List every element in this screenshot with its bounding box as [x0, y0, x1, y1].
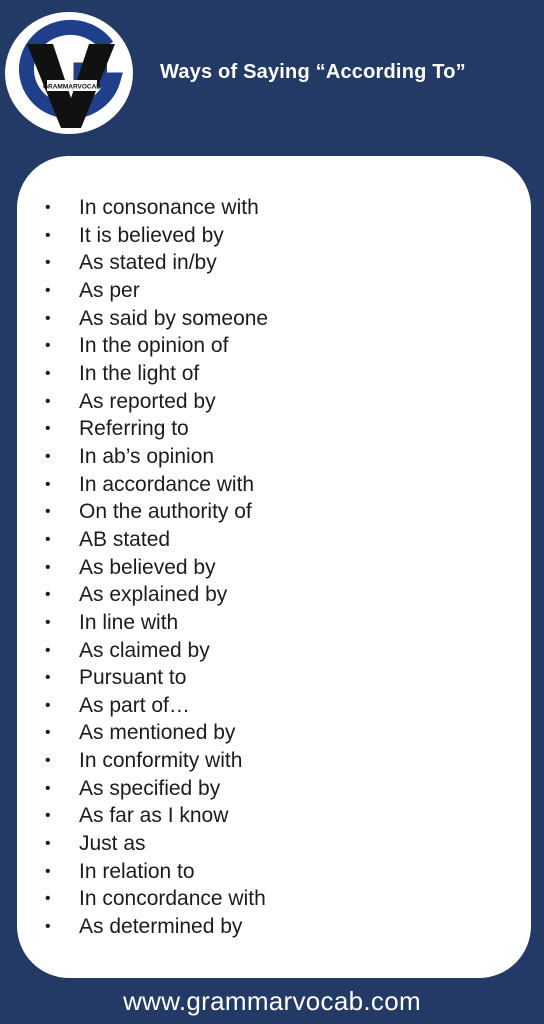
phrase-text: On the authority of: [79, 500, 252, 524]
bullet-icon: •: [45, 890, 51, 908]
phrase-text: As far as I know: [79, 804, 229, 828]
list-item: [45, 388, 268, 416]
bullet-icon: •: [45, 281, 51, 299]
bullet-icon: •: [45, 337, 51, 355]
list-item: [45, 637, 268, 665]
phrase-text: In consonance with: [79, 196, 259, 219]
phrase-text: In line with: [79, 610, 179, 634]
list-item: [45, 885, 268, 913]
bullet-icon: •: [45, 364, 51, 382]
bullet-icon: •: [45, 447, 51, 465]
list-item: [45, 443, 268, 471]
list-item: [45, 913, 268, 941]
list-item: [45, 747, 268, 775]
list-item: [45, 830, 268, 858]
bullet-icon: •: [45, 420, 51, 438]
list-item: [45, 692, 268, 720]
phrase-text: In the opinion of: [79, 334, 229, 358]
phrase-text: AB stated: [79, 527, 171, 551]
phrase-list: [45, 194, 268, 941]
bullet-icon: •: [45, 392, 51, 410]
list-item: [45, 498, 268, 526]
list-item: [45, 609, 268, 637]
bullet-icon: •: [45, 254, 51, 272]
phrase-text: As mentioned by: [79, 721, 236, 745]
phrase-text: As explained by: [79, 583, 228, 607]
phrase-text: In accordance with: [79, 472, 255, 496]
phrase-text: As specified by: [79, 776, 221, 800]
bullet-icon: •: [45, 226, 51, 244]
bullet-icon: •: [45, 530, 51, 548]
list-item: [45, 526, 268, 554]
phrase-text: In concordance with: [79, 887, 266, 911]
bullet-icon: •: [45, 309, 51, 327]
phrase-text: Referring to: [79, 417, 189, 441]
phrase-text: As stated in/by: [79, 251, 217, 275]
phrase-card: [17, 156, 531, 978]
phrase-text: Just as: [79, 832, 146, 856]
bullet-icon: •: [45, 779, 51, 797]
list-item: [45, 305, 268, 333]
bullet-icon: •: [45, 475, 51, 493]
list-item: [45, 471, 268, 499]
bullet-icon: •: [45, 199, 51, 216]
list-item: [45, 554, 268, 582]
phrase-text: In relation to: [79, 859, 195, 883]
bullet-icon: •: [45, 641, 51, 659]
list-item: [45, 664, 268, 692]
list-item: [45, 719, 268, 747]
phrase-text: As said by someone: [79, 306, 269, 330]
phrase-text: As reported by: [79, 389, 216, 413]
bullet-icon: •: [45, 862, 51, 880]
list-item: [45, 775, 268, 803]
logo-text: GRAMMARVOCAB: [42, 83, 102, 91]
phrase-text: In the light of: [79, 361, 200, 385]
list-item: [45, 222, 268, 250]
list-item: [45, 360, 268, 388]
list-item: [45, 415, 268, 443]
list-item: [45, 194, 268, 222]
grammarvocab-logo: [3, 10, 135, 136]
phrase-text: As determined by: [79, 915, 243, 939]
bullet-icon: •: [45, 724, 51, 742]
phrase-text: Pursuant to: [79, 666, 187, 690]
list-item: [45, 858, 268, 886]
list-item: [45, 332, 268, 360]
bullet-icon: •: [45, 807, 51, 825]
phrase-text: As claimed by: [79, 638, 210, 662]
phrase-text: As part of…: [79, 693, 190, 717]
bullet-icon: •: [45, 669, 51, 687]
list-item: [45, 581, 268, 609]
website-url: www.grammarvocab.com: [123, 986, 421, 1016]
bullet-icon: •: [45, 503, 51, 521]
list-item: [45, 802, 268, 830]
phrase-text: In ab’s opinion: [79, 444, 215, 468]
bullet-icon: •: [45, 613, 51, 631]
bullet-icon: •: [45, 586, 51, 604]
phrase-text: It is believed by: [79, 223, 224, 247]
bullet-icon: •: [45, 835, 51, 853]
phrase-text: In conformity with: [79, 749, 243, 773]
bullet-icon: •: [45, 918, 51, 936]
phrase-text: As believed by: [79, 555, 216, 579]
list-item: [45, 277, 268, 305]
page-title: Ways of Saying “According To”: [160, 61, 466, 83]
bullet-icon: •: [45, 696, 51, 714]
list-item: [45, 249, 268, 277]
phrase-text: As per: [79, 278, 140, 302]
bullet-icon: •: [45, 752, 51, 770]
bullet-icon: •: [45, 558, 51, 576]
